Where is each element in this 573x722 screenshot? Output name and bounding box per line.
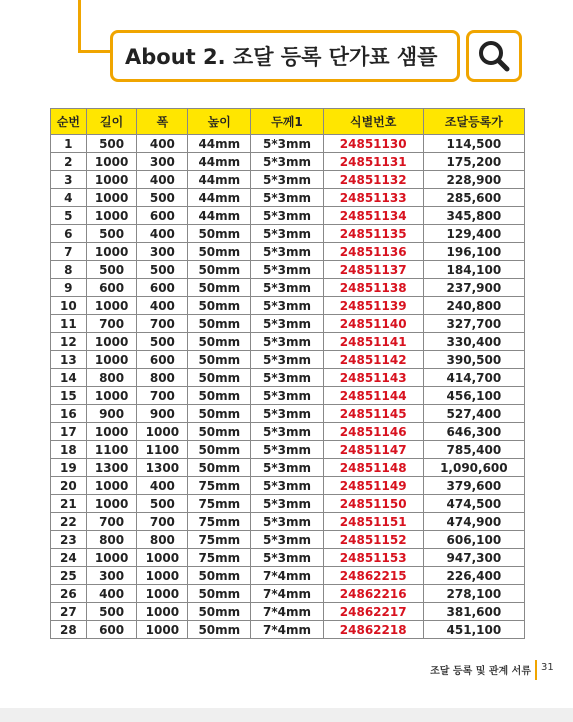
table-row bbox=[51, 333, 525, 351]
cell-width: 400 bbox=[137, 225, 188, 243]
cell-price: 184,100 bbox=[423, 261, 524, 279]
table-row bbox=[51, 441, 525, 459]
cell-thickness: 5*3mm bbox=[251, 315, 323, 333]
cell-seq: 18 bbox=[51, 441, 87, 459]
cell-thickness: 5*3mm bbox=[251, 405, 323, 423]
cell-length: 600 bbox=[86, 279, 137, 297]
page-title: About 2. 조달 등록 단가표 샘플 bbox=[125, 45, 438, 69]
table-row bbox=[51, 387, 525, 405]
cell-thickness: 5*3mm bbox=[251, 477, 323, 495]
cell-thickness: 7*4mm bbox=[251, 621, 323, 639]
cell-price: 114,500 bbox=[423, 135, 524, 153]
cell-width: 500 bbox=[137, 261, 188, 279]
cell-height: 50mm bbox=[188, 459, 251, 477]
cell-height: 75mm bbox=[188, 477, 251, 495]
cell-id: 24862215 bbox=[323, 567, 423, 585]
cell-height: 44mm bbox=[188, 135, 251, 153]
cell-thickness: 5*3mm bbox=[251, 207, 323, 225]
cell-thickness: 5*3mm bbox=[251, 261, 323, 279]
cell-thickness: 5*3mm bbox=[251, 459, 323, 477]
footer-section-title: 조달 등록 및 관계 서류 bbox=[430, 666, 531, 677]
table-row bbox=[51, 207, 525, 225]
cell-length: 1000 bbox=[86, 423, 137, 441]
cell-seq: 16 bbox=[51, 405, 87, 423]
cell-width: 700 bbox=[137, 315, 188, 333]
table-row bbox=[51, 153, 525, 171]
cell-id: 24851139 bbox=[323, 297, 423, 315]
column-header-length: 길이 bbox=[86, 109, 137, 135]
cell-price: 226,400 bbox=[423, 567, 524, 585]
cell-height: 50mm bbox=[188, 603, 251, 621]
cell-height: 75mm bbox=[188, 549, 251, 567]
cell-seq: 8 bbox=[51, 261, 87, 279]
table-body bbox=[51, 135, 525, 639]
cell-height: 50mm bbox=[188, 225, 251, 243]
cell-width: 500 bbox=[137, 333, 188, 351]
page-number: 31 bbox=[541, 662, 554, 673]
cell-seq: 25 bbox=[51, 567, 87, 585]
cell-seq: 22 bbox=[51, 513, 87, 531]
cell-id: 24851148 bbox=[323, 459, 423, 477]
table-row bbox=[51, 549, 525, 567]
cell-seq: 2 bbox=[51, 153, 87, 171]
cell-id: 24851144 bbox=[323, 387, 423, 405]
cell-id: 24851138 bbox=[323, 279, 423, 297]
cell-width: 400 bbox=[137, 477, 188, 495]
table-row bbox=[51, 279, 525, 297]
table-row bbox=[51, 135, 525, 153]
cell-width: 800 bbox=[137, 531, 188, 549]
cell-seq: 10 bbox=[51, 297, 87, 315]
cell-price: 381,600 bbox=[423, 603, 524, 621]
cell-thickness: 7*4mm bbox=[251, 567, 323, 585]
cell-seq: 28 bbox=[51, 621, 87, 639]
cell-height: 50mm bbox=[188, 441, 251, 459]
cell-width: 1000 bbox=[137, 423, 188, 441]
cell-width: 400 bbox=[137, 297, 188, 315]
cell-id: 24851152 bbox=[323, 531, 423, 549]
cell-width: 1100 bbox=[137, 441, 188, 459]
cell-price: 327,700 bbox=[423, 315, 524, 333]
cell-height: 75mm bbox=[188, 495, 251, 513]
table-row bbox=[51, 189, 525, 207]
cell-price: 1,090,600 bbox=[423, 459, 524, 477]
cell-seq: 11 bbox=[51, 315, 87, 333]
cell-height: 44mm bbox=[188, 189, 251, 207]
cell-seq: 27 bbox=[51, 603, 87, 621]
table-row bbox=[51, 531, 525, 549]
cell-thickness: 5*3mm bbox=[251, 225, 323, 243]
cell-length: 500 bbox=[86, 225, 137, 243]
cell-length: 300 bbox=[86, 567, 137, 585]
cell-id: 24851136 bbox=[323, 243, 423, 261]
cell-height: 44mm bbox=[188, 207, 251, 225]
cell-height: 50mm bbox=[188, 405, 251, 423]
cell-seq: 12 bbox=[51, 333, 87, 351]
cell-thickness: 5*3mm bbox=[251, 495, 323, 513]
cell-thickness: 5*3mm bbox=[251, 153, 323, 171]
cell-length: 700 bbox=[86, 513, 137, 531]
cell-length: 800 bbox=[86, 531, 137, 549]
cell-id: 24862216 bbox=[323, 585, 423, 603]
cell-height: 50mm bbox=[188, 423, 251, 441]
cell-width: 600 bbox=[137, 351, 188, 369]
cell-seq: 6 bbox=[51, 225, 87, 243]
cell-price: 390,500 bbox=[423, 351, 524, 369]
cell-price: 947,300 bbox=[423, 549, 524, 567]
cell-length: 500 bbox=[86, 261, 137, 279]
cell-length: 1000 bbox=[86, 333, 137, 351]
cell-id: 24851150 bbox=[323, 495, 423, 513]
table-row bbox=[51, 513, 525, 531]
cell-id: 24862217 bbox=[323, 603, 423, 621]
cell-length: 400 bbox=[86, 585, 137, 603]
cell-price: 474,900 bbox=[423, 513, 524, 531]
cell-height: 50mm bbox=[188, 621, 251, 639]
cell-width: 400 bbox=[137, 135, 188, 153]
cell-height: 50mm bbox=[188, 243, 251, 261]
cell-thickness: 5*3mm bbox=[251, 135, 323, 153]
decorative-line-vertical bbox=[78, 0, 81, 52]
cell-height: 50mm bbox=[188, 315, 251, 333]
table-header-row bbox=[51, 109, 525, 135]
cell-width: 1000 bbox=[137, 585, 188, 603]
cell-width: 500 bbox=[137, 189, 188, 207]
cell-width: 1000 bbox=[137, 603, 188, 621]
cell-width: 700 bbox=[137, 513, 188, 531]
cell-length: 1300 bbox=[86, 459, 137, 477]
cell-seq: 4 bbox=[51, 189, 87, 207]
cell-id: 24851145 bbox=[323, 405, 423, 423]
column-header-thickness: 두께1 bbox=[251, 109, 323, 135]
cell-id: 24851153 bbox=[323, 549, 423, 567]
cell-height: 75mm bbox=[188, 531, 251, 549]
cell-width: 800 bbox=[137, 369, 188, 387]
table-row bbox=[51, 243, 525, 261]
cell-width: 1000 bbox=[137, 549, 188, 567]
table-row bbox=[51, 495, 525, 513]
cell-price: 474,500 bbox=[423, 495, 524, 513]
cell-seq: 26 bbox=[51, 585, 87, 603]
cell-width: 600 bbox=[137, 207, 188, 225]
column-header-seq: 순번 bbox=[51, 109, 87, 135]
column-header-price: 조달등록가 bbox=[423, 109, 524, 135]
table-row bbox=[51, 261, 525, 279]
table-row bbox=[51, 297, 525, 315]
cell-seq: 14 bbox=[51, 369, 87, 387]
table-row bbox=[51, 225, 525, 243]
table-row bbox=[51, 477, 525, 495]
cell-height: 44mm bbox=[188, 153, 251, 171]
cell-id: 24851130 bbox=[323, 135, 423, 153]
cell-price: 240,800 bbox=[423, 297, 524, 315]
cell-height: 50mm bbox=[188, 297, 251, 315]
cell-width: 400 bbox=[137, 171, 188, 189]
cell-id: 24851151 bbox=[323, 513, 423, 531]
cell-thickness: 5*3mm bbox=[251, 531, 323, 549]
cell-seq: 13 bbox=[51, 351, 87, 369]
cell-length: 1000 bbox=[86, 495, 137, 513]
cell-price: 456,100 bbox=[423, 387, 524, 405]
cell-width: 700 bbox=[137, 387, 188, 405]
cell-price: 175,200 bbox=[423, 153, 524, 171]
cell-length: 600 bbox=[86, 621, 137, 639]
cell-thickness: 5*3mm bbox=[251, 513, 323, 531]
cell-thickness: 5*3mm bbox=[251, 279, 323, 297]
cell-width: 1000 bbox=[137, 567, 188, 585]
table-row bbox=[51, 423, 525, 441]
cell-thickness: 5*3mm bbox=[251, 387, 323, 405]
cell-length: 1000 bbox=[86, 207, 137, 225]
column-header-width: 폭 bbox=[137, 109, 188, 135]
table-row bbox=[51, 567, 525, 585]
cell-price: 330,400 bbox=[423, 333, 524, 351]
table-row bbox=[51, 351, 525, 369]
table-row bbox=[51, 459, 525, 477]
cell-thickness: 7*4mm bbox=[251, 603, 323, 621]
cell-length: 1000 bbox=[86, 189, 137, 207]
table-row bbox=[51, 171, 525, 189]
footer-divider bbox=[535, 660, 537, 680]
cell-price: 278,100 bbox=[423, 585, 524, 603]
cell-price: 414,700 bbox=[423, 369, 524, 387]
cell-width: 300 bbox=[137, 153, 188, 171]
cell-price: 646,300 bbox=[423, 423, 524, 441]
magnifier-icon bbox=[476, 38, 512, 74]
cell-price: 129,400 bbox=[423, 225, 524, 243]
cell-length: 1000 bbox=[86, 549, 137, 567]
cell-height: 50mm bbox=[188, 567, 251, 585]
cell-id: 24851141 bbox=[323, 333, 423, 351]
column-header-height: 높이 bbox=[188, 109, 251, 135]
cell-length: 1100 bbox=[86, 441, 137, 459]
cell-id: 24851143 bbox=[323, 369, 423, 387]
cell-height: 75mm bbox=[188, 513, 251, 531]
cell-thickness: 5*3mm bbox=[251, 333, 323, 351]
cell-thickness: 7*4mm bbox=[251, 585, 323, 603]
cell-height: 50mm bbox=[188, 585, 251, 603]
cell-length: 500 bbox=[86, 135, 137, 153]
cell-seq: 1 bbox=[51, 135, 87, 153]
cell-length: 1000 bbox=[86, 477, 137, 495]
cell-seq: 21 bbox=[51, 495, 87, 513]
cell-price: 196,100 bbox=[423, 243, 524, 261]
cell-width: 1300 bbox=[137, 459, 188, 477]
cell-price: 606,100 bbox=[423, 531, 524, 549]
cell-id: 24862218 bbox=[323, 621, 423, 639]
cell-length: 1000 bbox=[86, 387, 137, 405]
cell-seq: 23 bbox=[51, 531, 87, 549]
cell-seq: 19 bbox=[51, 459, 87, 477]
cell-length: 1000 bbox=[86, 153, 137, 171]
cell-id: 24851147 bbox=[323, 441, 423, 459]
table-row bbox=[51, 585, 525, 603]
cell-thickness: 5*3mm bbox=[251, 171, 323, 189]
decorative-line-horizontal bbox=[78, 50, 112, 53]
cell-length: 700 bbox=[86, 315, 137, 333]
cell-length: 1000 bbox=[86, 351, 137, 369]
cell-width: 500 bbox=[137, 495, 188, 513]
cell-height: 50mm bbox=[188, 279, 251, 297]
cell-price: 527,400 bbox=[423, 405, 524, 423]
cell-thickness: 5*3mm bbox=[251, 351, 323, 369]
cell-seq: 3 bbox=[51, 171, 87, 189]
cell-width: 1000 bbox=[137, 621, 188, 639]
cell-price: 228,900 bbox=[423, 171, 524, 189]
table-row bbox=[51, 603, 525, 621]
cell-id: 24851134 bbox=[323, 207, 423, 225]
cell-length: 1000 bbox=[86, 243, 137, 261]
cell-thickness: 5*3mm bbox=[251, 549, 323, 567]
bottom-strip bbox=[0, 708, 573, 722]
cell-seq: 7 bbox=[51, 243, 87, 261]
cell-seq: 24 bbox=[51, 549, 87, 567]
cell-length: 500 bbox=[86, 603, 137, 621]
table-row bbox=[51, 315, 525, 333]
cell-length: 800 bbox=[86, 369, 137, 387]
cell-thickness: 5*3mm bbox=[251, 243, 323, 261]
cell-seq: 9 bbox=[51, 279, 87, 297]
cell-price: 237,900 bbox=[423, 279, 524, 297]
cell-seq: 15 bbox=[51, 387, 87, 405]
cell-price: 451,100 bbox=[423, 621, 524, 639]
cell-id: 24851135 bbox=[323, 225, 423, 243]
cell-thickness: 5*3mm bbox=[251, 423, 323, 441]
cell-thickness: 5*3mm bbox=[251, 441, 323, 459]
table-row bbox=[51, 369, 525, 387]
cell-seq: 17 bbox=[51, 423, 87, 441]
cell-price: 285,600 bbox=[423, 189, 524, 207]
cell-width: 600 bbox=[137, 279, 188, 297]
cell-id: 24851132 bbox=[323, 171, 423, 189]
cell-id: 24851137 bbox=[323, 261, 423, 279]
cell-price: 785,400 bbox=[423, 441, 524, 459]
page-title-box bbox=[110, 30, 460, 82]
cell-width: 300 bbox=[137, 243, 188, 261]
cell-price: 379,600 bbox=[423, 477, 524, 495]
cell-id: 24851140 bbox=[323, 315, 423, 333]
cell-thickness: 5*3mm bbox=[251, 297, 323, 315]
cell-id: 24851149 bbox=[323, 477, 423, 495]
cell-height: 50mm bbox=[188, 261, 251, 279]
cell-width: 900 bbox=[137, 405, 188, 423]
cell-seq: 20 bbox=[51, 477, 87, 495]
cell-height: 50mm bbox=[188, 387, 251, 405]
column-header-id: 식별번호 bbox=[323, 109, 423, 135]
cell-height: 44mm bbox=[188, 171, 251, 189]
cell-length: 1000 bbox=[86, 297, 137, 315]
cell-id: 24851133 bbox=[323, 189, 423, 207]
cell-length: 900 bbox=[86, 405, 137, 423]
search-button[interactable] bbox=[466, 30, 522, 82]
cell-price: 345,800 bbox=[423, 207, 524, 225]
cell-id: 24851142 bbox=[323, 351, 423, 369]
price-table bbox=[50, 108, 525, 639]
cell-id: 24851146 bbox=[323, 423, 423, 441]
cell-height: 50mm bbox=[188, 333, 251, 351]
page-footer bbox=[0, 660, 573, 680]
cell-height: 50mm bbox=[188, 369, 251, 387]
cell-id: 24851131 bbox=[323, 153, 423, 171]
cell-seq: 5 bbox=[51, 207, 87, 225]
cell-thickness: 5*3mm bbox=[251, 369, 323, 387]
table-row bbox=[51, 405, 525, 423]
cell-height: 50mm bbox=[188, 351, 251, 369]
cell-length: 1000 bbox=[86, 171, 137, 189]
table-row bbox=[51, 621, 525, 639]
cell-thickness: 5*3mm bbox=[251, 189, 323, 207]
